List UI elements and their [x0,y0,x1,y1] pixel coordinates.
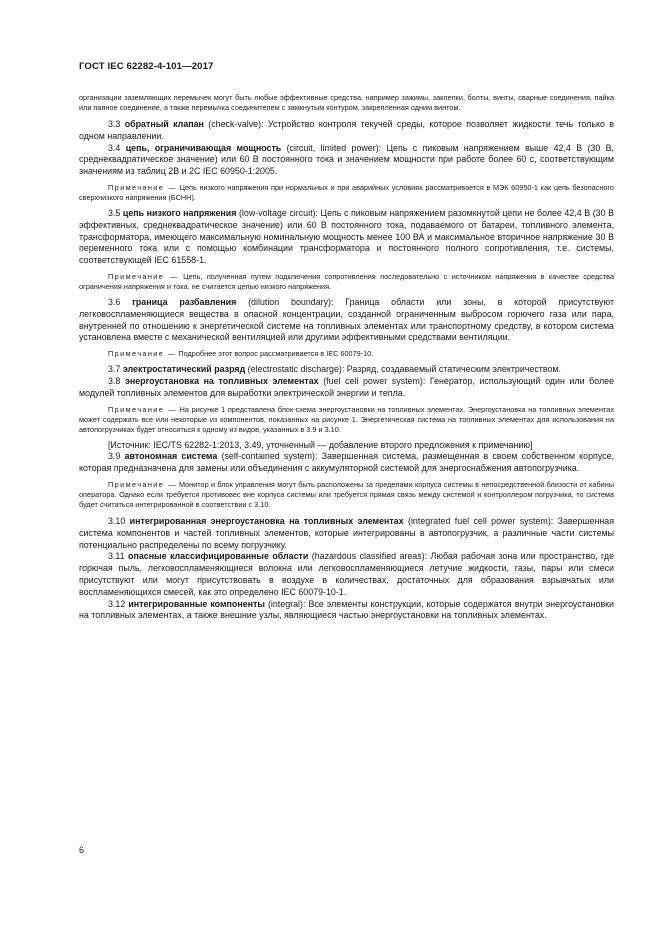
term-3-12 [79,599,614,623]
term-title: интегрированные компоненты [128,598,265,609]
term-definition: (fuel cell power system): Генератор, использующий один или более модулей топливных элементов для выработки электрической энергии и тепла. [79,375,614,398]
term-definition: (integrated fuel cell power system): Завершенная система компонентов и частей топливных элементов, которые интегрированы в автопогрузчик, а различные части системы потенциально распределены по всему погрузчику. [79,515,614,550]
term-number: 3.9 [108,451,121,462]
term-3-8 [79,376,614,400]
term-definition: (self-contained system): Завершенная система, размещенная в своем собственном корпусе, которая предназначена для замены или объединения с аккумуляторной системой для энергоснабжения автопогрузчика. [79,451,614,474]
term-definition: (dilution boundary): Граница области или зоны, в которой присутствуют легковоспламеняющиеся вещества в опасной концентрации, созданной ограниченным выбросом горючего газа или пара, внутренней по отношению к энергетической системе на топливных элементах или транспортному средству, в котором система установлена вместе с механической вентиляцией или другими эффективными средствами вентиляции. [79,296,615,343]
note-label: Примечание — [108,404,177,414]
term-3-6 [79,297,614,344]
note-3-8 [79,405,614,435]
term-number: 3.12 [108,598,126,609]
note-text: Монитор и блок управления могут быть расположены за пределами корпуса системы в непосредственной близости от кабины оператора. Однако если требуется противовес вне корпуса системы или требуется прямая связь между системой и контроллером погрузчика, то система будет считаться интегрированной в соответствии с 3.10. [79,479,614,509]
note-text: Цепь низкого напряжения при нормальных и при аварийных условиях рассматривается в МЭК 60950-1 как цепь безопасного сверхнизкого напряжения (БСНН). [79,182,614,202]
term-definition: (hazardous classified areas): Любая рабочая зона или пространство, где горючая пыль, легковоспламеняющиеся волокна или легковоспламеняющиеся летучие жидкости, газы, пары или смеси присутствуют или могут присутствовать в воздухе в количествах, достаточных для образования взрывчатых или воспламеняющихся смесей, как это определено IEC 60079-10-1. [79,551,615,597]
term-number: 3.5 [108,207,121,218]
note-3-6 [79,349,614,359]
term-3-3 [79,119,614,143]
term-title: цепь низкого напряжения [122,207,237,218]
term-3-10 [79,516,614,551]
page-content [79,93,614,622]
term-3-11 [79,551,614,598]
page-number: 6 [79,845,85,855]
note-text: Подробнее этот вопрос рассматривается в IEC 60079-10. [176,349,374,359]
term-number: 3.4 [108,142,121,153]
note-label: Примечание — [108,479,177,489]
term-definition: (electrostatic discharge): Разряд, создаваемый статическим электричеством. [245,364,561,375]
term-3-5 [79,208,614,267]
document-header: ГОСТ IEC 62282-4-101—2017 [79,61,214,72]
note-3-4 [79,183,614,203]
note-3-9 [79,480,614,510]
term-title: энергоустановка на топливных элементах [124,375,319,386]
intro-continuation: организации заземляющих перемычек могут быть любые эффективные средства, например зажимы, заклепки, болты, винты, сварные соединения, пайка или паяное соединение, а также перемычка соединителем с замкнутым контуром, закрепленная одним винтом. [79,93,614,112]
note-text: Цепь, полученная путем подключения сопротивления последовательно с источником напряжения в качестве средства ограничения напряжения и тока, не считается цепью низкого напряжения. [79,271,614,291]
term-3-9 [79,451,614,475]
term-number: 3.8 [108,375,121,386]
term-number: 3.10 [108,515,126,526]
term-number: 3.7 [108,364,121,375]
term-number: 3.6 [108,296,121,307]
term-title: электростатический разряд [122,364,246,375]
term-title: цепь, ограничивающая мощность [125,142,282,153]
note-label: Примечание — [108,182,177,192]
term-3-7 [79,364,614,376]
term-number: 3.11 [108,551,125,562]
term-definition: (integral): Все элементы конструкции, которые содержатся внутри энергоустановки на топливных элементах, а также внешние узлы, являющиеся частью энергоустановки на топливных элементах. [79,598,614,621]
note-3-5 [79,272,614,292]
term-title: интегрированная энергоустановка на топливных элементах [129,515,404,526]
term-definition: (check-valve): Устройство контроля текучей среды, которое позволяет жидкости течь только в одном направлении. [79,119,614,141]
term-title: опасные классифицированные области [128,551,309,562]
note-text: На рисунке 1 представлена блок-схема энергоустановки на топливных элементах. Энергоустановка на топливных элементах может содержать все или некоторые из компонентов, показанных на рисунке 1. Энергетическая система на топливных элементах для использования на автопогрузчиках будет относиться к одному из видов, указанных в 3.9 и 3.10. [79,404,615,434]
term-definition: (low-voltage circuit): Цепь с пиковым напряжением разомкнутой цепи не более 42,4 В (30 В эффективных, среднеквадратическое значение) или 60 В постоянного тока, подаваемого от батареи, топливного элемента, трансформатора, имеющего максимальную номинальную мощность менее 100 ВА и максимальное вторичное напряжение 30 В переменного тока или с помощью комбинации трансформатора и постоянного полного сопротивления, т.е. системы, соответствующей IEC 61558-1. [79,207,614,266]
term-definition: (circuit, limited power): Цепь с пиковым напряжением выше 42,4 В (30 В, среднеквадратическое значение) или 60 В постоянного тока и значением мощности при работе более 60 с, соответствующим значениям из таблиц 2В и 2С IEC 60950-1:2005. [79,142,614,177]
term-title: граница разбавления [132,296,237,307]
term-title: автономная система [124,451,218,462]
source-3-8: [Источник: IEC/TS 62282-1:2013, 3.49, уточненный — добавление второго предложения к примечанию] [108,439,533,450]
note-label: Примечание — [108,271,179,281]
term-3-4 [79,143,614,178]
term-title: обратный клапан [124,119,204,129]
note-label: Примечание — [108,349,177,359]
term-number: 3.3 [108,119,121,129]
